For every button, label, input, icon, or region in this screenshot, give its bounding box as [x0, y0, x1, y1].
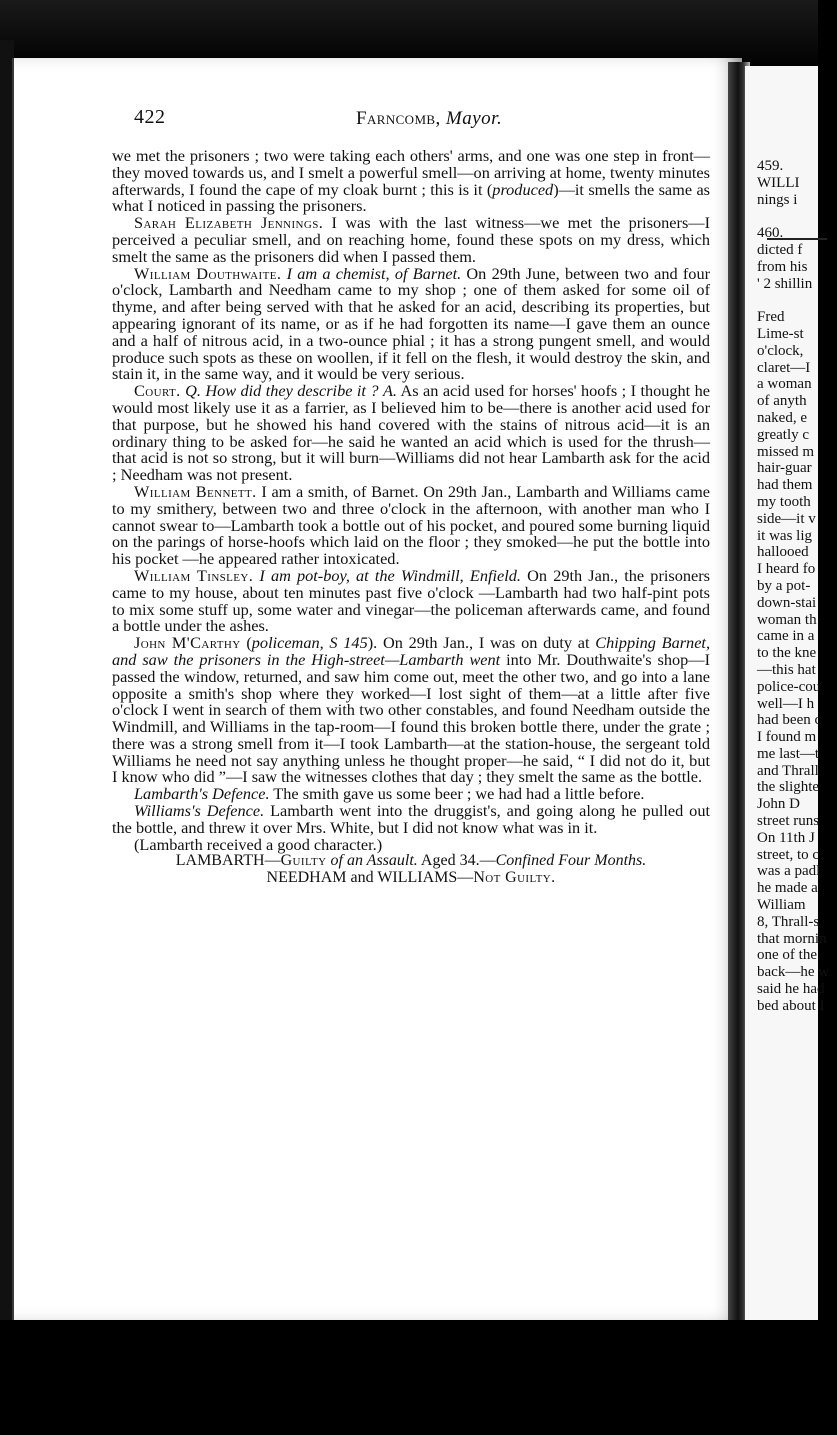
right-page-line: came in a [757, 628, 815, 645]
page-header [134, 106, 704, 132]
testimony-text: On 29th June, between two and four o'clock, Lambarth and Needham came to my shop ; one of them asked for some oil of thyme, and after being served with that he asked for an acid, describing its properties, but appearing ignorant of its name, or as if he had forgotten its name—I gave them an ounce and a half of nitrous acid, in a two-ounce phial ; it has a strong pungent smell, and would produce such spots as these on woollen, if it fell on the flesh, it would destroy the skin, and stain it, in the same way, and it would be very serious. [112, 263, 711, 384]
right-page-line: was a padl [757, 863, 821, 880]
right-page-line: my tooth [757, 493, 811, 510]
witness-name: William Bennett. [134, 481, 257, 501]
right-page-line: ' 2 shillin [757, 275, 813, 292]
right-page-line: missed m [757, 443, 815, 460]
paragraph-douthwaite [112, 263, 711, 384]
witness-name: William Douthwaite. [134, 263, 282, 283]
witness-occupation: I am pot-boy, at the Windmill, Enfield. [253, 565, 521, 585]
paragraph-mccarthy: John M'Carthy (policeman, S 145). On 29th Jan., I was on duty at Chipping Barnet, and saw the prisoners in the High-street—Lambarth went into Mr. Douthwaite's shop—I passed the window, returned, and saw him come out, meet the other two, and go into a lane opposite a smith's shop where they worked—I lost sight of them—at a little after five o'clock I went in search of them with two other constables, and found Needham outside the Windmill, and Williams in the tap-room—I found this broken bottle there, under the grate ; there was a strong smell from it—I took Lambarth—at the station-house, the sergeant told Williams he need not say anything unless he thought proper—he said, “ I did not do it, but I know who did ”—I saw the witnesses clothes that day ; they smelt the same as the bottle. [112, 633, 711, 787]
right-page-line: —this hat [757, 661, 816, 678]
right-page-line: bed about I [757, 997, 825, 1014]
right-page-line: I found m [757, 729, 817, 746]
right-page-line: WILLI [757, 174, 800, 191]
verdict-lambarth [112, 853, 710, 870]
right-page-line: and Thrall [757, 762, 819, 779]
verdict-guilty: Guilty [280, 852, 327, 870]
right-page-line: Lime-st [757, 325, 804, 342]
right-page-line: hallooed [757, 544, 809, 561]
right-page-line: street runs [757, 813, 820, 830]
right-page-line: a woman [757, 376, 812, 393]
right-page-line: of anyth [757, 393, 807, 410]
right-page-line: me last—t [757, 745, 820, 762]
answer-marker: A. [382, 381, 397, 401]
testimony-text: into Mr. Douthwaite's shop—I passed the window, returned, and saw him come out, meet the other two, and go into a lane opposite a smith's shop where they worked—I lost sight of them—at a little after five o'clock I went in search of them with two other constables, and found Needham outside the Windmill, and Williams in the tap-room—I found this broken bottle there, under the grate ; there was a strong smell from it—I took Lambarth—at the station-house, the sergeant told Williams he need not say anything unless he thought proper—he said, “ I did not do it, but I know who did ”—I saw the witnesses clothes that day ; they smelt the same as the bottle. [112, 649, 710, 787]
right-page-line: greatly c [757, 426, 810, 443]
verdict-needham-williams [112, 870, 710, 887]
defence-text: Lambarth went into the druggist's, and going along he pulled out the bottle, and threw it over Mrs. White, but I did not know what was in it. [112, 801, 710, 837]
right-page-line: one of the [757, 947, 817, 964]
testimony-text: I was with the last witness—we met the prisoners—I perceived a peculiar smell, and on reaching home, found these spots on my dress, which smelt the same as the prisoners did when I passed them. [112, 213, 710, 266]
right-page-line: 8, Thrall-s [757, 913, 820, 930]
witness-name: John M'Carthy [134, 633, 241, 653]
p1-produced: produced [492, 179, 554, 199]
witness-name: William Tinsley. [134, 565, 254, 585]
p1-end: )—it smells the same as what I noticed in passing the prisoners. [112, 179, 711, 216]
right-page-line: On 11th J [757, 829, 815, 846]
right-page-line: woman th [757, 611, 817, 628]
right-page-line: had them [757, 477, 813, 494]
right-page-line: he made a [757, 880, 818, 897]
sentence: Confined Four Months. [495, 852, 647, 870]
defendant-names: NEEDHAM and WILLIAMS— [266, 869, 474, 887]
right-page-line: claret—I [757, 359, 811, 376]
right-page-line [757, 292, 837, 309]
offence: of an Assault. [326, 852, 418, 870]
right-page-line: by a pot- [757, 577, 811, 594]
right-page-line: naked, e [757, 409, 807, 426]
verdict-not-guilty: Not Guilty. [473, 869, 556, 887]
testimony-intro: ). On 29th Jan., I was on duty at [367, 633, 596, 653]
right-page-line: side—it v [757, 510, 816, 527]
right-page-line: to the kne [757, 645, 817, 662]
paragraph-jennings [112, 215, 710, 265]
right-page-line: from his [757, 258, 808, 275]
paragraph-tinsley [112, 565, 710, 636]
right-page-line: I heard fo [757, 561, 816, 578]
right-page-line [757, 208, 837, 225]
character-note: (Lambarth received a good character.) [134, 834, 383, 854]
paragraph-bennett [112, 481, 710, 569]
right-page-line: 459. [757, 158, 784, 174]
paragraph-williams-defence [112, 803, 710, 837]
right-page-line: had been c [757, 712, 822, 729]
right-page-line: well—I h [757, 695, 815, 712]
right-page-line: John D [757, 796, 800, 813]
right-page-line: the slighte [757, 779, 820, 796]
right-page-line: down-stai [757, 594, 817, 611]
page-number: 422 [134, 106, 166, 128]
photo-backdrop-bottom [0, 1320, 818, 1435]
question-text: How did they describe it ? [200, 381, 379, 401]
defence-label: Lambarth's Defence. [134, 784, 270, 804]
running-head [356, 108, 502, 130]
witness-occupation: policeman, S 145 [251, 633, 368, 653]
witness-name: Sarah Elizabeth Jennings. [134, 213, 324, 233]
right-page-line: William [757, 897, 806, 914]
right-page-line: 460. [757, 225, 784, 242]
right-page-fragment [745, 66, 830, 1320]
defence-label: Williams's Defence. [134, 801, 265, 821]
answer-text: As an acid used for horses' hoofs ; I thought he would most likely use it as a farrier, as I believed him to be—there is another acid used for that purpose, but he showed his hand covered with the stains of nitrous acid—it is an ordinary thing to be asked for—he said he wanted an acid which is used for the thrush—that acid is not so strong, but it will burn—Williams did not hear Lambarth ask for the acid ; Needham was not present. [112, 381, 710, 485]
witness-occupation: I am a chemist, of Barnet. [281, 263, 462, 283]
right-page-line: it was lig [757, 527, 812, 544]
paragraph-1 [112, 148, 710, 215]
defendant-name: LAMBARTH— [175, 852, 281, 870]
right-page-line: nings i [757, 191, 798, 208]
right-page-line: back—he w [757, 964, 830, 981]
question-marker: Q. [185, 381, 201, 401]
court-label: Court. [134, 381, 181, 401]
body-text [112, 148, 710, 887]
running-head-name: Farncomb, [356, 108, 441, 129]
right-page-line: Fred [757, 309, 785, 326]
testimony-text: I am a smith, of Barnet. On 29th Jan., Lambarth and Williams came to my smithery, between two and three o'clock in the afternoon, with another man who I cannot swear to—Lambarth took a bottle out of his pocket, and poured some burning liquid on the parings of horse-hoofs which laid on the floor ; they smoked—he put the bottle into his pocket —he appeared rather intoxicated. [112, 481, 710, 569]
defendant-age: Aged 34.— [417, 852, 496, 870]
running-head-title: Mayor. [445, 108, 503, 129]
right-page-line: dicted f [757, 241, 803, 258]
right-page-line: o'clock, [757, 342, 804, 359]
right-page-line: police-cou [757, 678, 821, 695]
p1-text: we met the prisoners ; two were taking each others' arms, and one was one step in front—they moved towards us, and I smelt a powerful smell—on arriving at home, twenty minutes afterwards, I found the cape of my cloak burnt ; this is it ( [112, 146, 710, 199]
testimony-text: On 29th Jan., the prisoners came to my house, about ten minutes past five o'clock —Lambarth had two half-pint pots to mix some stuff up, some water and vinegar—the policeman afterwards came, and found a bottle under the ashes. [112, 565, 710, 636]
right-page-line: said he had [757, 981, 825, 998]
testimony-place: Chipping Barnet, and saw the prisoners in the High-street—Lambarth went [112, 633, 711, 669]
paragraph-court [112, 383, 710, 484]
right-page-line: that mornin [757, 930, 827, 947]
right-page-line: hair-guar [757, 460, 812, 477]
right-page-text [757, 158, 837, 1015]
right-page-line: street, to c [757, 846, 820, 863]
defence-text: The smith gave us some beer ; we had had a little before. [269, 784, 645, 804]
